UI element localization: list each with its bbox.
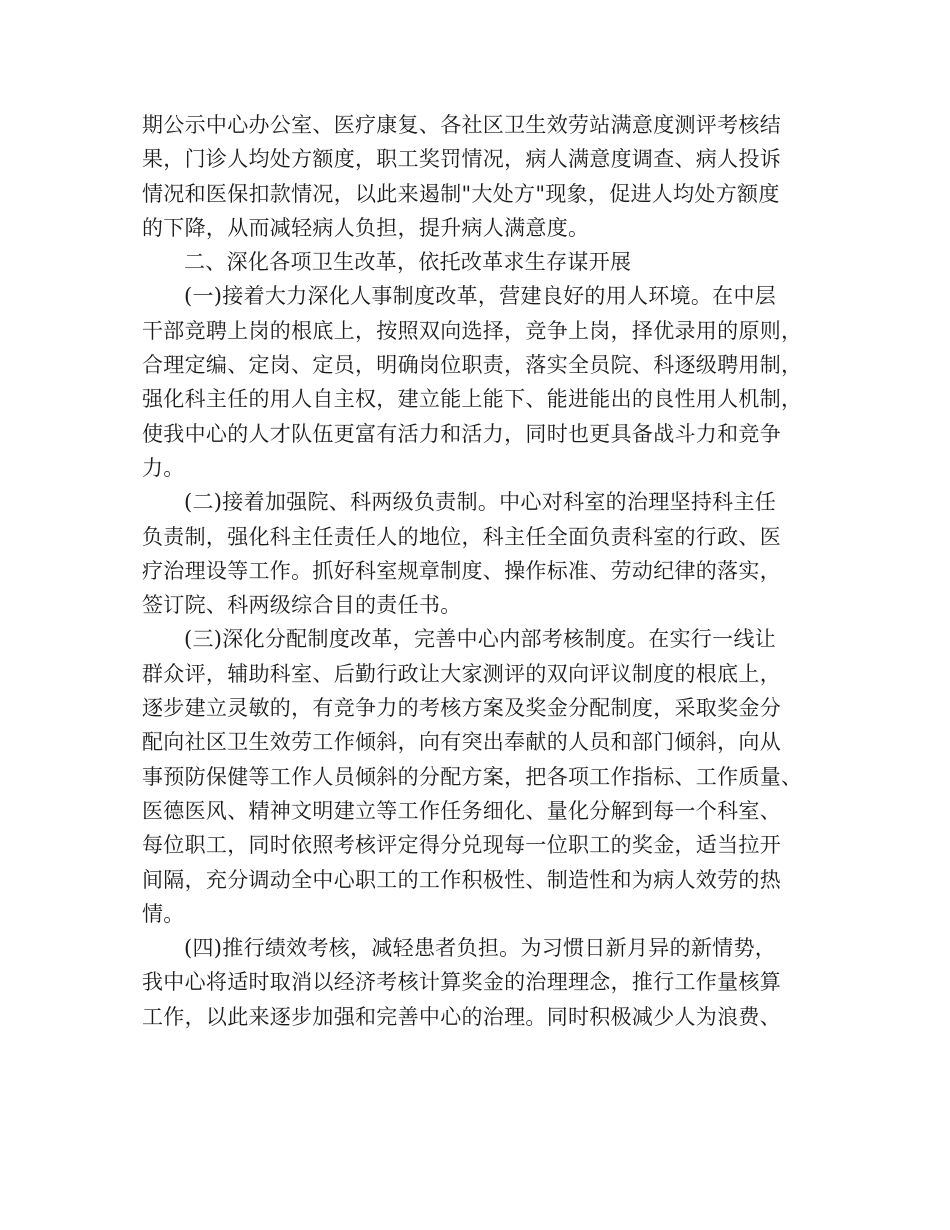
section-heading: 二、深化各项卫生改革，依托改革求生存谋开展 [184, 250, 632, 275]
text-line: 配向社区卫生效劳工作倾斜，向有突出奉献的人员和部门倾斜，向从 [142, 730, 781, 755]
paragraph-start: (二)接着加强院、科两级负责制。中心对科室的治理坚持科主任 [184, 490, 777, 515]
text-line: 事预防保健等工作人员倾斜的分配方案，把各项工作指标、工作质量、 [142, 764, 803, 789]
paragraph-start: (一)接着大力深化人事制度改革，营建良好的用人环境。在中层 [184, 284, 777, 309]
text-line: 力。 [142, 455, 185, 480]
text-line: 疗治理设等工作。抓好科室规章制度、操作标准、劳动纪律的落实， [142, 558, 781, 583]
text-line: 群众评，辅助科室、后勤行政让大家测评的双向评议制度的根底上， [142, 661, 781, 686]
text-line: 负责制，强化科主任责任人的地位，科主任全面负责科室的行政、医 [142, 524, 781, 549]
document-body [142, 108, 832, 1034]
text-line: 情。 [142, 901, 185, 926]
text-line: 期公示中心办公室、医疗康复、各社区卫生效劳站满意度测评考核结 [142, 113, 781, 137]
text-line: 使我中心的人才队伍更富有活力和活力，同时也更具备战斗力和竞争 [142, 421, 781, 446]
text-line: 间隔，充分调动全中心职工的工作积极性、制造性和为病人效劳的热 [142, 867, 781, 892]
text-line: 签订院、科两级综合目的责任书。 [142, 593, 462, 618]
text-line: 逐步建立灵敏的，有竞争力的考核方案及奖金分配制度，采取奖金分 [142, 696, 781, 721]
text-line: 合理定编、定岗、定员，明确岗位职责，落实全员院、科逐级聘用制， [142, 353, 803, 378]
text-line: 强化科主任的用人自主权，建立能上能下、能进能出的良性用人机制， [142, 387, 803, 412]
text-line: 医德医风、精神文明建立等工作任务细化、量化分解到每一个科室、 [142, 798, 781, 823]
text-line: 干部竞聘上岗的根底上，按照双向选择，竞争上岗，择优录用的原则， [142, 318, 803, 343]
text-line: 每位职工，同时依照考核评定得分兑现每一位职工的奖金，适当拉开 [142, 833, 781, 858]
text-line: 工作，以此来逐步加强和完善中心的治理。同时积极减少人为浪费、 [142, 1004, 781, 1029]
paragraph-start: (三)深化分配制度改革，完善中心内部考核制度。在实行一线让 [184, 627, 777, 652]
paragraph-start: (四)推行绩效考核，减轻患者负担。为习惯日新月异的新情势， [184, 936, 777, 961]
text-line: 的下降，从而减轻病人负担，提升病人满意度。 [142, 215, 590, 240]
text-line: 我中心将适时取消以经济考核计算奖金的治理理念，推行工作量核算 [142, 970, 781, 995]
text-line: 果，门诊人均处方额度，职工奖罚情况，病人满意度调查、病人投诉 [142, 147, 781, 172]
text-line: 情况和医保扣款情况，以此来遏制"大处方"现象，促进人均处方额度 [142, 181, 780, 206]
